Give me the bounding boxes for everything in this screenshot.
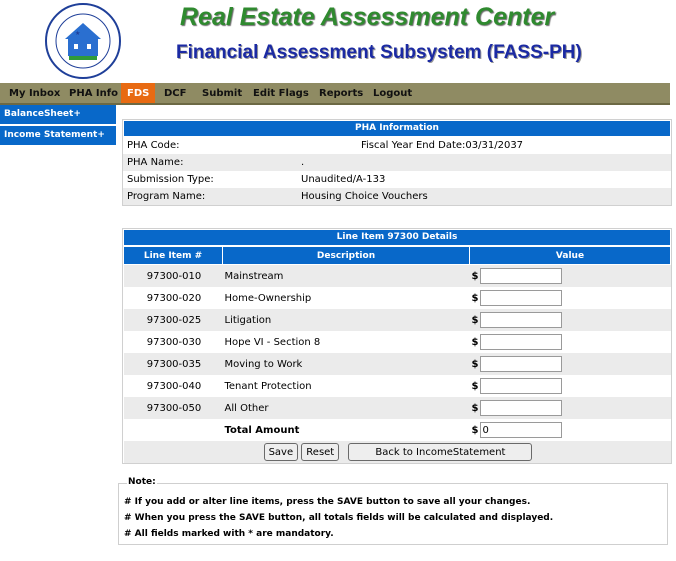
line-item-code: 97300-020 xyxy=(146,292,202,304)
line-item-code: 97300-025 xyxy=(124,309,223,331)
line-item-value-cell xyxy=(470,309,671,331)
pha-code-label: PHA Code: xyxy=(127,140,180,151)
line-item-value-cell xyxy=(470,397,671,419)
line-item-description: Tenant Protection xyxy=(224,380,312,392)
table-row xyxy=(124,353,671,375)
sidebar-item-balance-sheet[interactable]: BalanceSheet+ xyxy=(0,105,116,124)
currency-symbol: $ xyxy=(471,381,479,392)
line-item-value-field[interactable] xyxy=(480,268,562,284)
menu-reports[interactable]: Reports xyxy=(319,88,364,99)
line-item-description: Litigation xyxy=(223,309,470,331)
line-item-details-panel xyxy=(122,228,672,464)
total-amount-field[interactable] xyxy=(480,422,562,438)
submission-type-value: Unaudited/A-133 xyxy=(301,174,386,185)
table-row xyxy=(124,375,671,397)
total-amount-cell xyxy=(470,419,671,441)
menu-pha-info[interactable]: PHA Info xyxy=(69,88,118,99)
left-sidebar xyxy=(0,105,116,147)
line-item-description: Hope VI - Section 8 xyxy=(224,336,321,348)
fiscal-year-end-value: 03/31/2037 xyxy=(465,140,524,151)
line-item-value-cell xyxy=(470,375,671,397)
menu-logout[interactable]: Logout xyxy=(373,88,413,99)
line-item-value-field[interactable] xyxy=(480,290,562,306)
submission-type-label: Submission Type: xyxy=(127,174,214,185)
sidebar-item-income-statement[interactable]: Income Statement+ xyxy=(0,126,116,145)
line-item-details-header: Line Item 97300 Details xyxy=(123,229,671,246)
line-item-value-cell xyxy=(470,287,671,309)
menu-fds[interactable]: FDS xyxy=(121,83,155,103)
button-row xyxy=(124,441,671,463)
line-item-description: Home-Ownership xyxy=(224,292,312,304)
line-item-value-field[interactable] xyxy=(480,400,562,416)
line-item-description: All Other xyxy=(223,397,470,419)
total-amount-label: Total Amount xyxy=(224,424,300,436)
page-subtitle: Financial Assessment Subsystem (FASS-PH) xyxy=(176,42,582,63)
hud-seal-logo xyxy=(41,2,125,80)
fiscal-year-end-label: Fiscal Year End Date: xyxy=(361,140,466,151)
pha-code-value xyxy=(297,137,671,154)
table-row xyxy=(124,265,671,288)
note-box xyxy=(118,477,668,545)
menu-dcf[interactable]: DCF xyxy=(164,88,187,99)
line-item-description: Moving to Work xyxy=(223,353,470,375)
back-to-income-statement-button[interactable]: Back to IncomeStatement xyxy=(348,443,532,461)
menu-submit[interactable]: Submit xyxy=(202,88,243,99)
col-header-value: Value xyxy=(470,247,671,265)
line-item-value-field[interactable] xyxy=(480,334,562,350)
table-row xyxy=(124,331,671,353)
reset-button[interactable]: Reset xyxy=(301,443,339,461)
line-item-value-cell xyxy=(470,331,671,353)
line-item-value-field[interactable] xyxy=(480,312,562,328)
currency-symbol: $ xyxy=(471,337,479,348)
pha-information-header: PHA Information xyxy=(123,120,671,137)
note-line-save: # If you add or alter line items, press the SAVE button to save all your changes. xyxy=(124,497,531,507)
line-item-code: 97300-050 xyxy=(124,397,223,419)
line-item-description: Mainstream xyxy=(223,265,470,288)
line-item-code: 97300-030 xyxy=(146,336,202,348)
line-item-code: 97300-035 xyxy=(124,353,223,375)
program-name-label: Program Name: xyxy=(123,188,297,205)
pha-information-panel xyxy=(122,119,672,206)
line-item-value-cell xyxy=(470,265,671,288)
table-row xyxy=(124,309,671,331)
currency-symbol: $ xyxy=(471,403,479,414)
menu-my-inbox[interactable]: My Inbox xyxy=(9,88,61,99)
total-currency-symbol: $ xyxy=(471,425,479,436)
col-header-line-item: Line Item # xyxy=(124,247,223,265)
note-label: Note: xyxy=(128,477,156,487)
note-line-mandatory: # All fields marked with * are mandatory. xyxy=(124,529,334,539)
currency-symbol: $ xyxy=(471,359,479,370)
currency-symbol: $ xyxy=(471,271,479,282)
line-item-value-field[interactable] xyxy=(480,378,562,394)
table-row xyxy=(124,397,671,419)
pha-name-value: . xyxy=(297,154,671,171)
menu-edit-flags[interactable]: Edit Flags xyxy=(253,88,309,99)
currency-symbol: $ xyxy=(471,315,479,326)
line-item-code: 97300-010 xyxy=(124,265,223,288)
total-row-spacer xyxy=(124,419,223,441)
note-line-totals: # When you press the SAVE button, all totals fields will be calculated and displayed. xyxy=(124,513,554,523)
line-item-value-cell xyxy=(470,353,671,375)
col-header-description: Description xyxy=(223,247,470,265)
line-item-table xyxy=(123,246,671,463)
pha-name-label: PHA Name: xyxy=(123,154,297,171)
page-title: Real Estate Assessment Center xyxy=(180,3,555,31)
main-menu-bar xyxy=(0,83,670,105)
currency-symbol: $ xyxy=(471,293,479,304)
program-name-value: Housing Choice Vouchers xyxy=(297,188,671,205)
save-button[interactable]: Save xyxy=(264,443,299,461)
line-item-code: 97300-040 xyxy=(146,380,202,392)
svg-text:★: ★ xyxy=(75,30,81,37)
line-item-value-field[interactable] xyxy=(480,356,562,372)
table-row xyxy=(124,287,671,309)
